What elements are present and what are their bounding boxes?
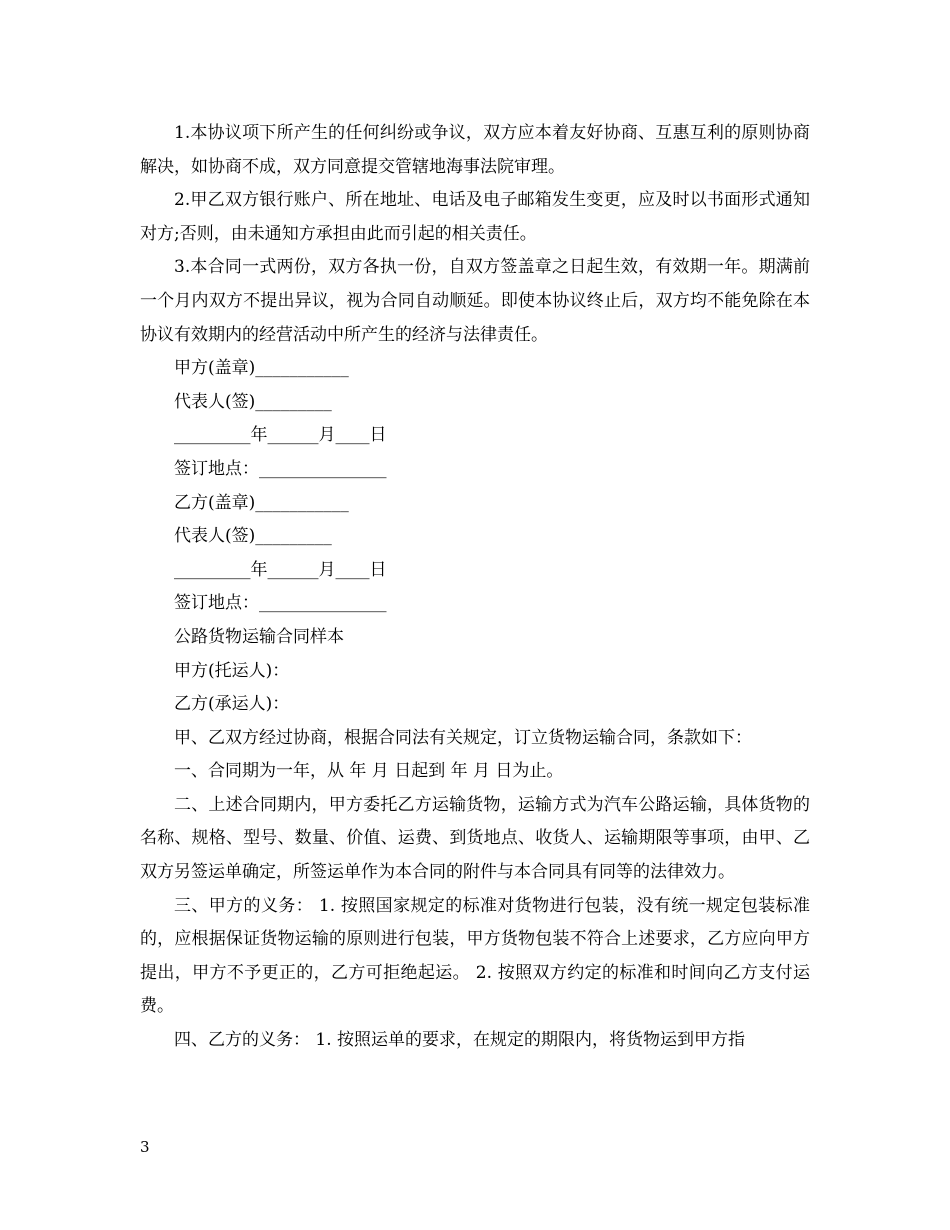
party-b-signing-place-line: 签订地点：_______________	[174, 593, 387, 614]
party-a-date-line: _________年______月____日	[174, 425, 387, 446]
paragraph-contract-validity: 3.本合同一式两份，双方各执一份，自双方签盖章之日起生效，有效期一年。期满前一个月内双方不提出异议，视为合同自动顺延。即使本协议终止后，双方均不能免除在本协议有效期内的经营活动中所产生的经济与法律责任。	[140, 257, 810, 345]
clause-term: 一、合同期为一年，从 年 月 日起到 年 月 日为止。	[174, 761, 564, 782]
carrier-party-line: 乙方(承运人)：	[174, 694, 290, 715]
shipper-party-line: 甲方(托运人)：	[174, 660, 290, 681]
party-a-seal-line: 甲方(盖章)___________	[174, 358, 349, 379]
paragraph-change-notice: 2.甲乙双方银行账户、所在地址、电话及电子邮箱发生变更，应及时以书面形式通知对方;否则，由未通知方承担由此而引起的相关责任。	[140, 190, 810, 244]
page-number: 3	[140, 1138, 150, 1156]
party-b-seal-line: 乙方(盖章)___________	[174, 492, 349, 513]
party-b-representative-line: 代表人(签)_________	[174, 526, 332, 547]
clause-party-b-obligations: 四、乙方的义务： 1. 按照运单的要求，在规定的期限内，将货物运到甲方指	[174, 1030, 746, 1051]
paragraph-dispute-resolution: 1.本协议项下所产生的任何纠纷或争议，双方应本着友好协商、互惠互利的原则协商解决，如协商不成，双方同意提交管辖地海事法院审理。	[140, 123, 810, 177]
party-a-representative-line: 代表人(签)_________	[174, 391, 332, 412]
contract-preamble: 甲、乙双方经过协商，根据合同法有关规定，订立货物运输合同，条款如下：	[174, 727, 752, 748]
party-b-date-line: _________年______月____日	[174, 559, 387, 580]
contract-sample-title: 公路货物运输合同样本	[174, 626, 344, 647]
document-body	[140, 117, 810, 1058]
clause-scope: 二、上述合同期内，甲方委托乙方运输货物，运输方式为汽车公路运输，具体货物的名称、规格、型号、数量、价值、运费、到货地点、收货人、运输期限等事项，由甲、乙双方另签运单确定，所签运单作为本合同的附件与本合同具有同等的法律效力。	[140, 794, 810, 883]
clause-party-a-obligations: 三、甲方的义务： 1. 按照国家规定的标准对货物进行包装，没有统一规定包装标准的，应根据保证货物运输的原则进行包装，甲方货物包装不符合上述要求，乙方应向甲方提出，甲方不予更正的，乙方可拒绝起运。 2. 按照双方约定的标准和时间向乙方支付运费。	[140, 895, 810, 1017]
party-a-signing-place-line: 签订地点：_______________	[174, 458, 387, 479]
